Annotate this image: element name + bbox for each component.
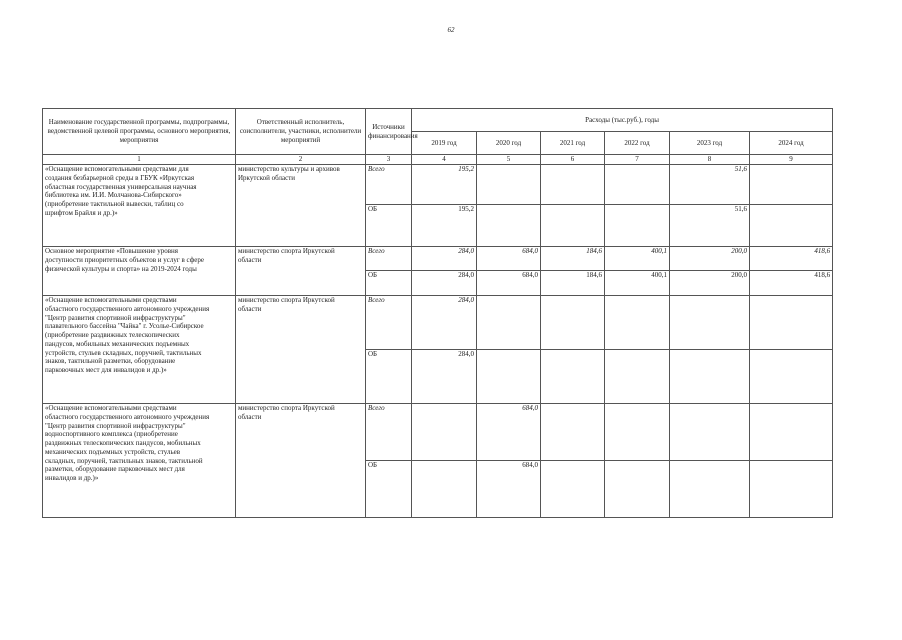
table-row <box>43 247 833 271</box>
column-number: 1 <box>43 155 236 165</box>
total-value-2020: 684,0 <box>477 247 541 271</box>
total-value-2021 <box>541 404 605 461</box>
column-number: 9 <box>750 155 833 165</box>
responsible-cell: министерство культуры и архивов Иркутской области <box>236 165 366 247</box>
source-ob-label: ОБ <box>366 350 412 404</box>
column-number-row <box>43 155 833 165</box>
ob-value-2024 <box>750 205 833 247</box>
page-number: 62 <box>447 26 455 34</box>
header-program-name: Наименование государственной программы, подпрограммы, ведомственной целевой программы, основного мероприятия, мероприятия <box>43 109 236 155</box>
header-year-2019: 2019 год <box>412 132 477 155</box>
ob-value-2022 <box>605 461 670 518</box>
ob-value-2021: 184,6 <box>541 271 605 296</box>
ob-value-2023: 51,6 <box>670 205 750 247</box>
ob-value-2020: 684,0 <box>477 271 541 296</box>
header-responsible: Ответственный исполнитель, соисполнители, участники, исполнители мероприятий <box>236 109 366 155</box>
total-value-2020 <box>477 296 541 350</box>
header-expenses: Расходы (тыс.руб.), годы <box>412 109 833 132</box>
total-value-2024: 418,6 <box>750 247 833 271</box>
ob-value-2021 <box>541 461 605 518</box>
ob-value-2024: 418,6 <box>750 271 833 296</box>
budget-table <box>42 108 833 518</box>
responsible-cell: министерство спорта Иркутской области <box>236 247 366 296</box>
source-ob-label: ОБ <box>366 205 412 247</box>
ob-value-2020: 684,0 <box>477 461 541 518</box>
header-year-2021: 2021 год <box>541 132 605 155</box>
total-value-2019: 284,0 <box>412 296 477 350</box>
column-number: 8 <box>670 155 750 165</box>
source-total-label: Всего <box>366 296 412 350</box>
ob-value-2024 <box>750 350 833 404</box>
total-value-2021 <box>541 165 605 205</box>
column-number: 3 <box>366 155 412 165</box>
total-value-2024 <box>750 296 833 350</box>
ob-value-2019: 195,2 <box>412 205 477 247</box>
total-value-2019 <box>412 404 477 461</box>
ob-value-2019: 284,0 <box>412 271 477 296</box>
total-value-2024 <box>750 404 833 461</box>
program-name-cell: «Оснащение вспомогательными средствами областного государственного автономного учреждения "Центр развития спортивной инфраструктуры" плавательного бассейна "Чайка" г. Усолье-Сибирское (приобретение раздвижных телескопических пандусов, мобильных механических подъемных устройств, стульев складных, поручней, тактильных знаков, тактильной разметки, оборудование парковочных мест для инвалидов и др.)» <box>43 296 236 404</box>
total-value-2021: 184,6 <box>541 247 605 271</box>
total-value-2019: 195,2 <box>412 165 477 205</box>
table-row <box>43 165 833 205</box>
header-year-2023: 2023 год <box>670 132 750 155</box>
source-ob-label: ОБ <box>366 461 412 518</box>
column-number: 7 <box>605 155 670 165</box>
total-value-2020 <box>477 165 541 205</box>
ob-value-2023 <box>670 461 750 518</box>
total-value-2021 <box>541 296 605 350</box>
column-number: 4 <box>412 155 477 165</box>
header-year-2022: 2022 год <box>605 132 670 155</box>
ob-value-2022: 400,1 <box>605 271 670 296</box>
total-value-2020: 684,0 <box>477 404 541 461</box>
total-value-2019: 284,0 <box>412 247 477 271</box>
total-value-2022 <box>605 404 670 461</box>
program-name-cell: Основное мероприятие «Повышение уровня доступности приоритетных объектов и услуг в сфере физической культуры и спорта» на 2019-2024 годы <box>43 247 236 296</box>
total-value-2023: 200,0 <box>670 247 750 271</box>
responsible-cell: министерство спорта Иркутской области <box>236 404 366 518</box>
source-total-label: Всего <box>366 404 412 461</box>
ob-value-2023 <box>670 350 750 404</box>
responsible-cell: министерство спорта Иркутской области <box>236 296 366 404</box>
total-value-2023: 51,6 <box>670 165 750 205</box>
header-year-2024: 2024 год <box>750 132 833 155</box>
header-sources: Источники финансирования <box>366 109 412 155</box>
column-number: 6 <box>541 155 605 165</box>
ob-value-2024 <box>750 461 833 518</box>
total-value-2022: 400,1 <box>605 247 670 271</box>
total-value-2023 <box>670 296 750 350</box>
source-total-label: Всего <box>366 247 412 271</box>
ob-value-2022 <box>605 205 670 247</box>
ob-value-2020 <box>477 350 541 404</box>
program-name-cell: «Оснащение вспомогательными средствами для создания безбарьерной среды в ГБУК «Иркутская областная государственная универсальная научная библиотека им. И.И. Молчанова-Сибирского» (приобретение тактильной вывески, таблиц со шрифтом Брайля и др.)» <box>43 165 236 247</box>
total-value-2023 <box>670 404 750 461</box>
ob-value-2021 <box>541 205 605 247</box>
ob-value-2020 <box>477 205 541 247</box>
source-ob-label: ОБ <box>366 271 412 296</box>
table-row <box>43 296 833 350</box>
program-name-cell: «Оснащение вспомогательными средствами областного государственного автономного учреждения "Центр развития спортивной инфраструктуры" водноспортивного комплекса (приобретение раздвижных телескопических пандусов, мобильных механических подъемных устройств, стульев складных, поручней, тактильных знаков, тактильной разметки, оборудование парковочных мест для инвалидов и др.)» <box>43 404 236 518</box>
column-number: 2 <box>236 155 366 165</box>
header-year-2020: 2020 год <box>477 132 541 155</box>
ob-value-2019 <box>412 461 477 518</box>
table-row <box>43 404 833 461</box>
ob-value-2019: 284,0 <box>412 350 477 404</box>
total-value-2022 <box>605 165 670 205</box>
source-total-label: Всего <box>366 165 412 205</box>
total-value-2024 <box>750 165 833 205</box>
ob-value-2022 <box>605 350 670 404</box>
column-number: 5 <box>477 155 541 165</box>
ob-value-2021 <box>541 350 605 404</box>
ob-value-2023: 200,0 <box>670 271 750 296</box>
total-value-2022 <box>605 296 670 350</box>
